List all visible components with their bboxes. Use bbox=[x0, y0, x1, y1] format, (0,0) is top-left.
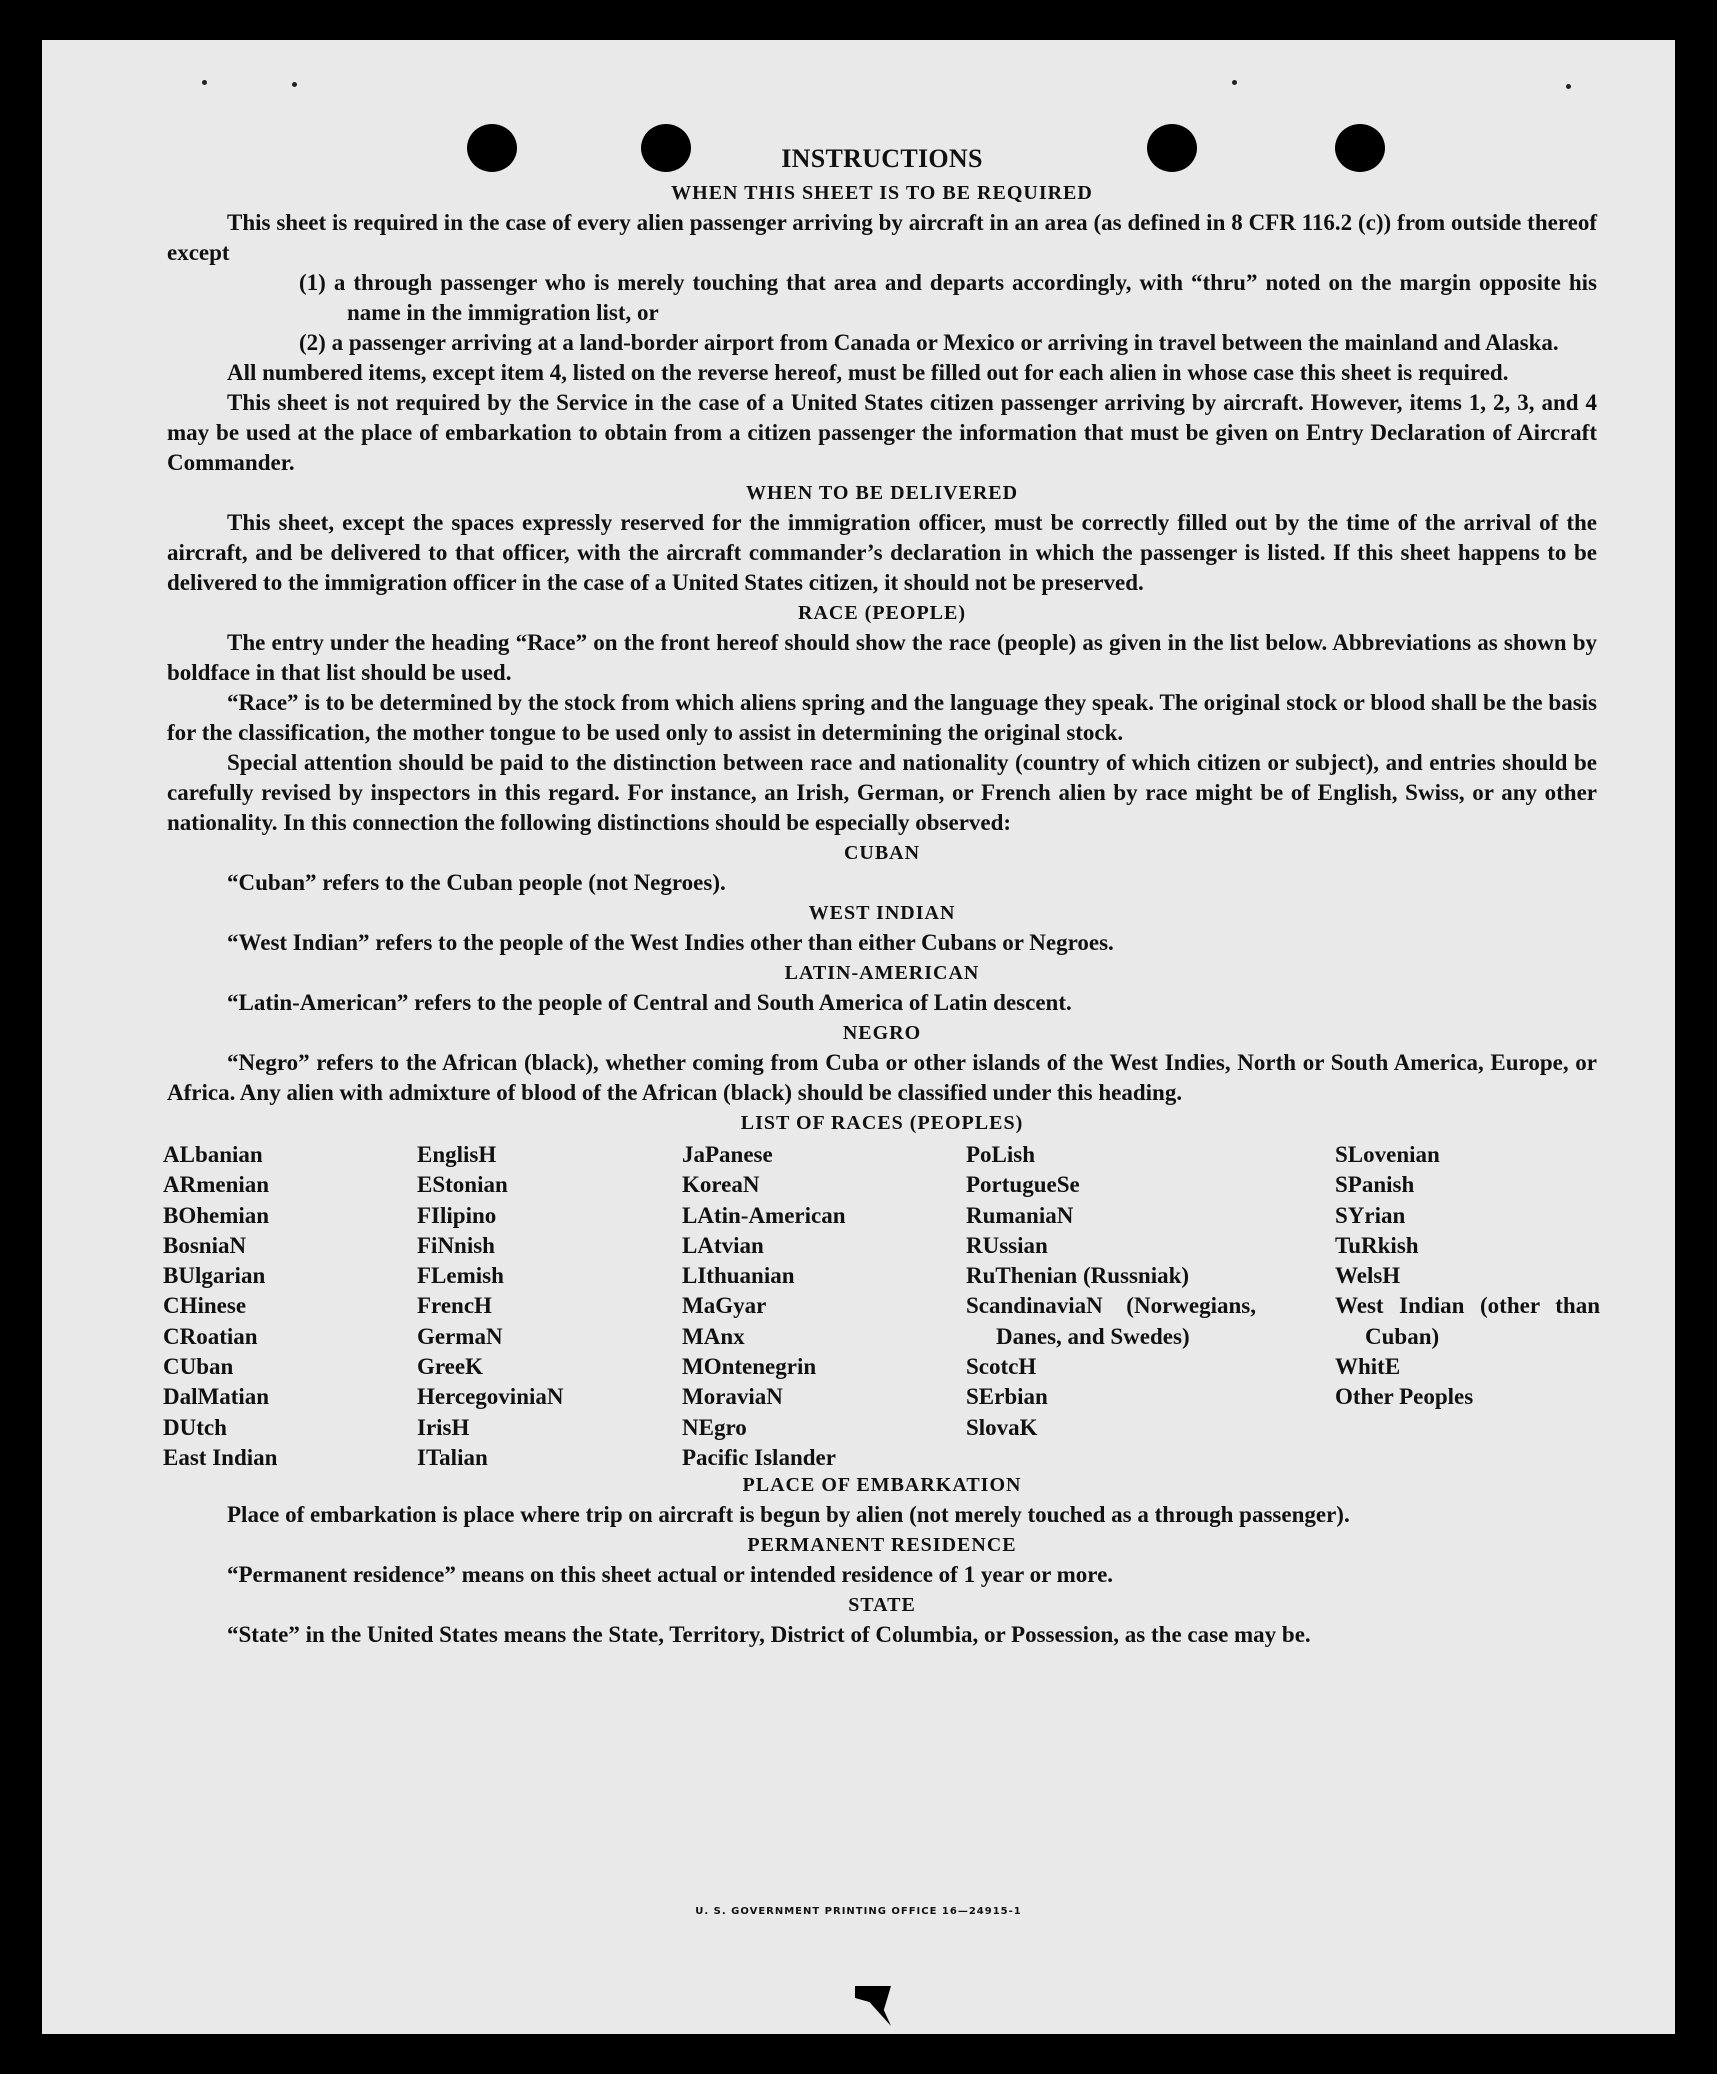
race-entry: FIlipino bbox=[417, 1202, 497, 1228]
race-entry: Pacific Islander bbox=[682, 1444, 836, 1470]
heading-latin-american: LATIN-AMERICAN bbox=[784, 962, 980, 984]
printing-office-imprint: U. S. GOVERNMENT PRINTING OFFICE 16—24915-1 bbox=[695, 1906, 1022, 1917]
race-entry: Other Peoples bbox=[1335, 1384, 1474, 1410]
race-column bbox=[163, 1140, 277, 1473]
race-entry: DUtch bbox=[163, 1414, 227, 1440]
race-entry: BosniaN bbox=[163, 1232, 247, 1258]
race-entry: RuThenian (Russniak) bbox=[966, 1263, 1190, 1289]
paragraph: This sheet is required in the case of every alien passenger arriving by aircraft in an area (as defined in 8 CFR 116.2 (c)) from outside thereof except bbox=[167, 210, 1597, 265]
heading-state: STATE bbox=[848, 1594, 916, 1616]
heading-list-of-races: LIST OF RACES (PEOPLES) bbox=[740, 1112, 1024, 1134]
race-column bbox=[417, 1140, 564, 1473]
race-entry: MaGyar bbox=[682, 1293, 767, 1319]
race-entry: EStonian bbox=[417, 1172, 508, 1198]
paragraph: “Cuban” refers to the Cuban people (not Negroes). bbox=[227, 870, 726, 895]
paragraph: “Latin-American” refers to the people of Central and South America of Latin descent. bbox=[227, 990, 1072, 1015]
paragraph: “Negro” refers to the African (black), whether coming from Cuba or other islands of the West Indies, North or South America, Europe, or Africa. Any alien with admixture of blood of the African (black) should be classified under this heading. bbox=[167, 1050, 1597, 1105]
speck bbox=[1566, 84, 1571, 89]
heading-negro: NEGRO bbox=[842, 1022, 922, 1044]
race-entry: HercegoviniaN bbox=[417, 1384, 564, 1410]
race-entry: FiNnish bbox=[417, 1232, 495, 1258]
race-entry: RUssian bbox=[966, 1232, 1048, 1258]
race-list bbox=[163, 1140, 1600, 1470]
race-entry: MAnx bbox=[682, 1323, 745, 1349]
race-entry: ARmenian bbox=[163, 1172, 270, 1198]
race-entry: JaPanese bbox=[682, 1142, 773, 1167]
heading-when-delivered: WHEN TO BE DELIVERED bbox=[745, 482, 1019, 504]
race-entry: ScandinaviaN (Norwegians, Danes, and Swedes) bbox=[966, 1293, 1256, 1349]
paragraph: Special attention should be paid to the distinction between race and nationality (country of which citizen or subject), and entries should be carefully revised by inspectors in this regard. For instance, an Irish, German, or French alien by race might be of English, Swiss, or any other nationality. In this connection the following distinctions should be especially observed: bbox=[167, 750, 1597, 835]
race-entry: DalMatian bbox=[163, 1384, 270, 1410]
race-entry: FrencH bbox=[417, 1293, 492, 1319]
paragraph: This sheet is not required by the Service in the case of a United States citizen passenger arriving by aircraft. However, items 1, 2, 3, and 4 may be used at the place of embarkation to obtain from a citizen passenger the information that must be given on Entry Declaration of Aircraft Commander. bbox=[167, 390, 1597, 475]
race-entry: FLemish bbox=[417, 1263, 504, 1289]
paragraph: All numbered items, except item 4, listed on the reverse hereof, must be filled out for each alien in whose case this sheet is required. bbox=[227, 360, 1509, 385]
race-entry: GermaN bbox=[417, 1323, 503, 1349]
speck bbox=[1232, 80, 1237, 85]
race-entry: KoreaN bbox=[682, 1172, 760, 1198]
race-entry: MOntenegrin bbox=[682, 1354, 817, 1380]
race-entry: BUlgarian bbox=[163, 1263, 266, 1289]
heading-west-indian: WEST INDIAN bbox=[808, 902, 956, 924]
heading-when-required: WHEN THIS SHEET IS TO BE REQUIRED bbox=[671, 182, 1093, 204]
race-entry: WhitE bbox=[1335, 1354, 1401, 1380]
race-entry: LAtvian bbox=[682, 1232, 764, 1258]
race-entry: East Indian bbox=[163, 1444, 278, 1470]
paragraph: “West Indian” refers to the people of the West Indies other than either Cubans or Negroes. bbox=[227, 930, 1114, 955]
page-title: INSTRUCTIONS bbox=[781, 144, 983, 173]
race-entry: ITalian bbox=[417, 1444, 488, 1470]
race-entry: BOhemian bbox=[163, 1202, 270, 1228]
heading-embarkation: PLACE OF EMBARKATION bbox=[742, 1474, 1022, 1496]
race-column bbox=[1335, 1140, 1600, 1413]
race-entry: SYrian bbox=[1335, 1202, 1406, 1228]
race-entry: LIthuanian bbox=[682, 1263, 795, 1289]
numbered-item: (2) a passenger arriving at a land-border airport from Canada or Mexico or arriving in travel between the mainland and Alaska. bbox=[299, 330, 1559, 355]
race-entry: LAtin-American bbox=[682, 1202, 846, 1228]
paragraph: The entry under the heading “Race” on the front hereof should show the race (people) as given in the list below. Abbreviations as shown by boldface in that list should be used. bbox=[167, 630, 1597, 685]
race-column bbox=[966, 1140, 1256, 1443]
paragraph: “State” in the United States means the State, Territory, District of Columbia, or Possession, as the case may be. bbox=[227, 1622, 1311, 1647]
race-column bbox=[682, 1140, 846, 1473]
race-entry: RumaniaN bbox=[966, 1202, 1074, 1228]
race-entry: PortugueSe bbox=[966, 1172, 1080, 1198]
paragraph: “Permanent residence” means on this sheet actual or intended residence of 1 year or more. bbox=[227, 1562, 1114, 1587]
race-entry: CHinese bbox=[163, 1293, 247, 1319]
race-entry: SLovenian bbox=[1335, 1142, 1440, 1167]
speck bbox=[292, 82, 297, 87]
race-entry: MoraviaN bbox=[682, 1384, 783, 1410]
race-entry: CUban bbox=[163, 1354, 234, 1380]
numbered-item: (1) a through passenger who is merely touching that area and departs accordingly, with “thru” noted on the margin opposite his name in the immigration list, or bbox=[299, 270, 1597, 325]
race-entry: GreeK bbox=[417, 1354, 483, 1380]
race-entry: WelsH bbox=[1335, 1263, 1401, 1289]
heading-residence: PERMANENT RESIDENCE bbox=[747, 1534, 1017, 1556]
race-entry: ScotcH bbox=[966, 1354, 1037, 1380]
race-entry: SPanish bbox=[1335, 1172, 1415, 1198]
race-entry: West Indian (other than Cuban) bbox=[1335, 1293, 1600, 1349]
race-entry: IrisH bbox=[417, 1414, 470, 1440]
paragraph: “Race” is to be determined by the stock from which aliens spring and the language they speak. The original stock or blood shall be the basis for the classification, the mother tongue to be used only to assist in determining the original stock. bbox=[167, 690, 1597, 745]
race-entry: NEgro bbox=[682, 1414, 747, 1440]
instructions-body bbox=[163, 140, 1600, 1650]
race-entry: TuRkish bbox=[1335, 1232, 1419, 1258]
race-entry: EnglisH bbox=[417, 1142, 497, 1167]
heading-race: RACE (PEOPLE) bbox=[798, 602, 966, 624]
race-entry: SlovaK bbox=[966, 1414, 1038, 1440]
race-entry: SErbian bbox=[966, 1384, 1048, 1410]
race-entry: CRoatian bbox=[163, 1323, 258, 1349]
paragraph: Place of embarkation is place where trip on aircraft is begun by alien (not merely touched as a through passenger). bbox=[227, 1502, 1350, 1527]
race-entry: ALbanian bbox=[163, 1142, 263, 1167]
race-entry: PoLish bbox=[966, 1142, 1036, 1167]
heading-cuban: CUBAN bbox=[843, 842, 921, 864]
speck bbox=[202, 80, 207, 85]
paragraph: This sheet, except the spaces expressly reserved for the immigration officer, must be correctly filled out by the time of the arrival of the aircraft, and be delivered to that officer, with the aircraft commander’s declaration in which the passenger is listed. If this sheet happens to be delivered to the immigration officer in the case of a United States citizen, it should not be preserved. bbox=[167, 510, 1597, 595]
